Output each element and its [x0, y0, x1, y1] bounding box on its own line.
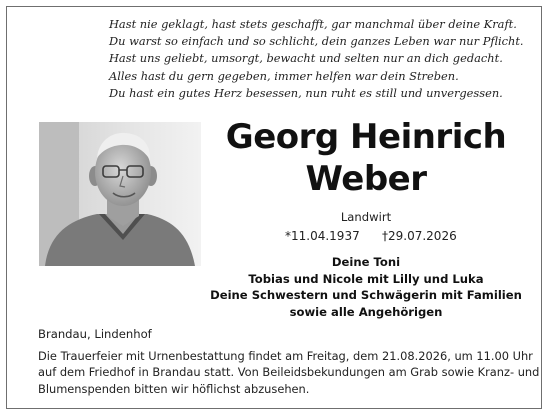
- poem-line: Hast nie geklagt, hast stets geschafft, gar manchmal über deine Kraft.: [109, 17, 517, 31]
- mourner-line: sowie alle Angehörigen: [289, 304, 443, 319]
- mourner-line: Tobias und Nicole mit Lilly und Luka: [248, 271, 484, 286]
- birth-date: *11.04.1937: [285, 229, 360, 243]
- portrait-photo: [39, 122, 201, 266]
- memorial-poem: [109, 16, 529, 102]
- poem-line: Du hast ein gutes Herz besessen, nun ruht es still und unvergessen.: [109, 85, 503, 100]
- poem-line: Hast uns geliebt, umsorgt, bewacht und selten nur an dich gedacht.: [109, 51, 503, 66]
- life-dates: [216, 228, 516, 244]
- notice-line: Die Trauerfeier mit Urnenbestattung findet am Freitag, dem 21.08.2026, um 11.00 Uhr: [38, 349, 533, 363]
- notice-line: auf dem Friedhof in Brandau statt. Von Beileidsbekundungen am Grab sowie Kranz- und: [38, 365, 540, 380]
- poem-line: Alles hast du gern gegeben, immer helfen war dein Streben.: [109, 68, 459, 83]
- name-line-first: Georg Heinrich: [225, 117, 507, 157]
- name-line-last: Weber: [305, 159, 427, 199]
- profession: Landwirt: [340, 210, 392, 224]
- mourners-list: [206, 254, 526, 320]
- deceased-name: [216, 116, 516, 200]
- mourner-line: Deine Toni: [331, 255, 401, 269]
- poem-line: Du warst so einfach und so schlicht, dein ganzes Leben war nur Pflicht.: [109, 34, 524, 49]
- portrait-photo-icon: [39, 122, 201, 266]
- mourner-line: Deine Schwestern und Schwägerin mit Familien: [210, 288, 522, 303]
- death-date: †29.07.2026: [382, 229, 457, 243]
- notice-line: Blumenspenden bitten wir höflichst abzusehen.: [38, 381, 310, 396]
- funeral-notice: [38, 348, 540, 397]
- place-line: Brandau, Lindenhof: [38, 327, 152, 341]
